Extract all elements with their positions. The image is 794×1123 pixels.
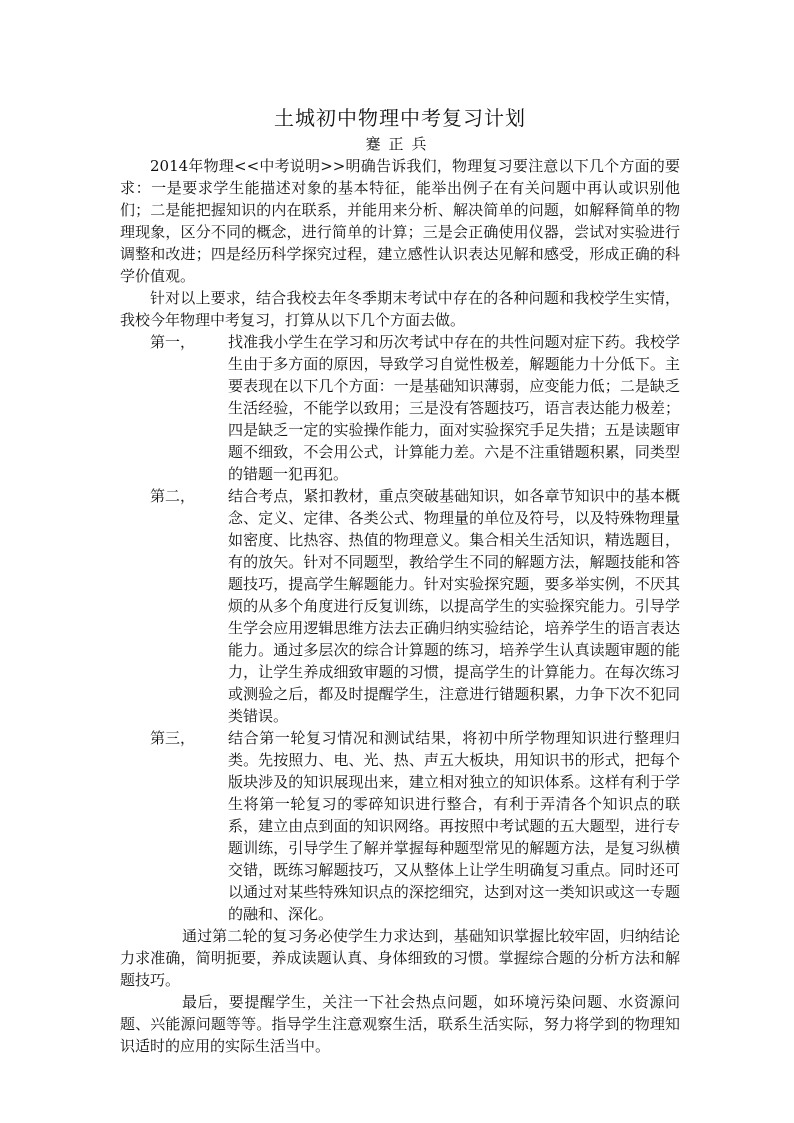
section-label: 第三，	[150, 729, 196, 747]
closing-block	[120, 925, 680, 1057]
closing-paragraph: 最后，要提醒学生，关注一下社会热点问题，如环境污染问题、水资源问题、兴能源问题等等。指导学生注意观察生活，联系生活实际，努力将学到的物理知识适时的应用的实际生活当中。	[120, 993, 680, 1055]
intro-paragraph: 针对以上要求，结合我校去年冬季期末考试中存在的各种问题和我校学生实情，我校今年物理中考复习，打算从以下几个方面去做。	[120, 289, 680, 329]
document-title: 土城初中物理中考复习计划	[274, 106, 526, 130]
closing-paragraph: 通过第二轮的复习务必使学生力求达到，基础知识掌握比较牢固，归纳结论力求准确，简明扼要，养成读题认真、身体细致的习惯。掌握综合题的分析方法和解题技巧。	[120, 927, 680, 989]
section-first	[120, 331, 680, 485]
section-text: 结合考点，紧扣教材，重点突破基础知识，如各章节知识中的基本概念、定义、定律、各类公式、物理量的单位及符号，以及特殊物理量如密度、比热容、热值的物理意义。集合相关生活知识，精选题目，有的放矢。针对不同题型，教给学生不同的解题方法，解题技能和答题技巧，提高学生解题能力。针对实验探究题，要多举实例，不厌其烦的从多个角度进行反复训练，以提高学生的实验探究能力。引导学生学会应用逻辑思维方法去正确归纳实验结论，培养学生的语言表达能力。通过多层次的综合计算题的练习，培养学生认真读题审题的能力，让学生养成细致审题的习惯，提高学生的计算能力。在每次练习或测验之后，都及时提醒学生，注意进行错题积累，力争下次不犯同类错误。	[228, 487, 680, 725]
section-label: 第二，	[150, 487, 196, 505]
section-label: 第一，	[150, 333, 196, 351]
section-second	[120, 485, 680, 727]
document-author: 蹇正兵	[365, 135, 435, 153]
intro-paragraph: 2014年物理<<中考说明>>明确告诉我们，物理复习要注意以下几个方面的要求：一是要求学生能描述对象的基本特征，能举出例子在有关问题中再认或识别他们；二是能把握知识的内在联系，并能用来分析、解决简单的问题，如解释简单的物理现象，区分不同的概念，进行简单的计算；三是会正确使用仪器，尝试对实验进行调整和改进；四是经历科学探究过程，建立感性认识表达见解和感受，形成正确的科学价值观。	[120, 157, 680, 285]
section-third	[120, 727, 680, 925]
document-body	[120, 103, 680, 1057]
section-text: 结合第一轮复习情况和测试结果，将初中所学物理知识进行整理归类。先按照力、电、光、热、声五大板块，用知识书的形式，把每个版块涉及的知识展现出来，建立相对独立的知识体系。这样有利于学生将第一轮复习的零碎知识进行整合，有利于弄清各个知识点的联系，建立由点到面的知识网络。再按照中考试题的五大题型，进行专题训练，引导学生了解并掌握每种题型常见的解题方法，是复习纵横交错，既练习解题技巧，又从整体上让学生明确复习重点。同时还可以通过对某些特殊知识点的深挖细究，达到对这一类知识或这一专题的融和、深化。	[228, 729, 680, 923]
section-text: 找准我小学生在学习和历次考试中存在的共性问题对症下药。我校学生由于多方面的原因，导致学习自觉性极差，解题能力十分低下。主要表现在以下几个方面：一是基础知识薄弱，应变能力低；二是缺乏生活经验，不能学以致用；三是没有答题技巧，语言表达能力极差；四是缺乏一定的实验操作能力，面对实验探究手足失措；五是读题审题不细致，不会用公式，计算能力差。六是不注重错题积累，同类型的错题一犯再犯。	[228, 333, 680, 483]
